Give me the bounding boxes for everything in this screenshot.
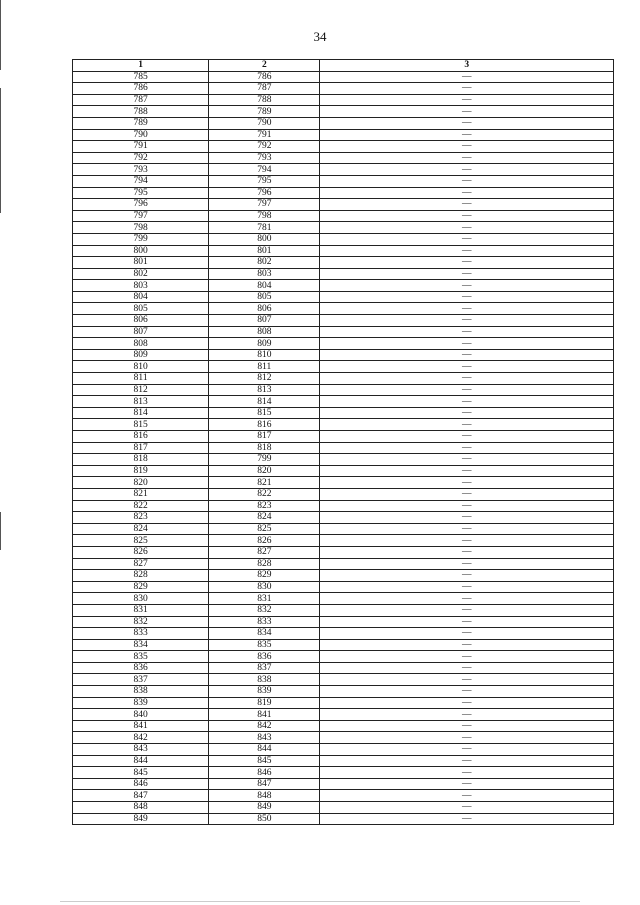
table-cell-col3: — [320, 651, 614, 663]
table-cell-col3: — [320, 488, 614, 500]
table-row [73, 581, 614, 593]
table-cell-col2: 814 [209, 396, 320, 408]
table-cell-col1: 843 [73, 744, 209, 756]
table-row [73, 674, 614, 686]
table-cell-col2: 803 [209, 268, 320, 280]
table-cell-col2: 842 [209, 720, 320, 732]
table-cell-col2: 827 [209, 546, 320, 558]
table-cell-col1: 816 [73, 431, 209, 443]
table-cell-col2: 837 [209, 662, 320, 674]
table-cell-col1: 821 [73, 488, 209, 500]
table-cell-col2: 834 [209, 628, 320, 640]
table-cell-col1: 808 [73, 338, 209, 350]
table-row [73, 802, 614, 814]
table-cell-col3: — [320, 744, 614, 756]
table-cell-col1: 818 [73, 454, 209, 466]
table-cell-col1: 813 [73, 396, 209, 408]
table-cell-col2: 846 [209, 767, 320, 779]
table-cell-col2: 804 [209, 280, 320, 292]
table-cell-col2: 820 [209, 465, 320, 477]
table-cell-col3: — [320, 349, 614, 361]
table-row [73, 373, 614, 385]
table-cell-col3: — [320, 303, 614, 315]
table-row [73, 744, 614, 756]
table-row [73, 778, 614, 790]
table-cell-col3: — [320, 361, 614, 373]
table-cell-col3: — [320, 732, 614, 744]
table-row [73, 813, 614, 825]
table-cell-col3: — [320, 454, 614, 466]
table-cell-col2: 835 [209, 639, 320, 651]
table-row [73, 639, 614, 651]
table-cell-col3: — [320, 755, 614, 767]
table-cell-col1: 812 [73, 384, 209, 396]
table-cell-col3: — [320, 546, 614, 558]
table-cell-col3: — [320, 570, 614, 582]
scan-edge-mark-low [0, 512, 1, 550]
table-cell-col1: 796 [73, 199, 209, 211]
table-row [73, 488, 614, 500]
table-cell-col2: 826 [209, 535, 320, 547]
table-cell-col2: 801 [209, 245, 320, 257]
table-cell-col2: 841 [209, 709, 320, 721]
table-cell-col3: — [320, 686, 614, 698]
table-cell-col3: — [320, 280, 614, 292]
table-cell-col3: — [320, 604, 614, 616]
table-cell-col3: — [320, 199, 614, 211]
table-cell-col2: 807 [209, 315, 320, 327]
table-row [73, 257, 614, 269]
table-row [73, 315, 614, 327]
table-row [73, 709, 614, 721]
table-cell-col1: 797 [73, 210, 209, 222]
table-cell-col1: 842 [73, 732, 209, 744]
table-cell-col1: 827 [73, 558, 209, 570]
table-cell-col1: 801 [73, 257, 209, 269]
table-cell-col2: 812 [209, 373, 320, 385]
table-cell-col2: 823 [209, 500, 320, 512]
scan-edge-mark-mid [0, 88, 1, 213]
table-cell-col1: 800 [73, 245, 209, 257]
table-row [73, 129, 614, 141]
table-cell-col2: 800 [209, 233, 320, 245]
table-cell-col2: 795 [209, 175, 320, 187]
table-row [73, 454, 614, 466]
table-cell-col1: 787 [73, 94, 209, 106]
table-cell-col2: 850 [209, 813, 320, 825]
table-cell-col1: 817 [73, 442, 209, 454]
table-cell-col1: 832 [73, 616, 209, 628]
table-cell-col2: 794 [209, 164, 320, 176]
table-cell-col2: 806 [209, 303, 320, 315]
table-cell-col1: 847 [73, 790, 209, 802]
table-cell-col3: — [320, 71, 614, 83]
table-cell-col1: 836 [73, 662, 209, 674]
table-row [73, 268, 614, 280]
table-cell-col1: 830 [73, 593, 209, 605]
table-row [73, 338, 614, 350]
table-row [73, 384, 614, 396]
table-row [73, 291, 614, 303]
table-cell-col3: — [320, 175, 614, 187]
table-cell-col2: 849 [209, 802, 320, 814]
table-row [73, 558, 614, 570]
table-cell-col1: 806 [73, 315, 209, 327]
table-row [73, 686, 614, 698]
table-cell-col1: 791 [73, 141, 209, 153]
column-header-1: 1 [73, 60, 209, 72]
table-cell-col2: 822 [209, 488, 320, 500]
table-row [73, 523, 614, 535]
table-row [73, 535, 614, 547]
table-row [73, 628, 614, 640]
table-cell-col1: 805 [73, 303, 209, 315]
table-row [73, 245, 614, 257]
table-cell-col2: 819 [209, 697, 320, 709]
table-row [73, 94, 614, 106]
table-cell-col2: 781 [209, 222, 320, 234]
table-row [73, 361, 614, 373]
table-cell-col1: 839 [73, 697, 209, 709]
table-cell-col2: 809 [209, 338, 320, 350]
table-row [73, 732, 614, 744]
table-cell-col2: 831 [209, 593, 320, 605]
table-cell-col3: — [320, 210, 614, 222]
table-cell-col1: 788 [73, 106, 209, 118]
table-row [73, 500, 614, 512]
table-cell-col1: 795 [73, 187, 209, 199]
page-bottom-rule [60, 901, 580, 902]
table-row [73, 546, 614, 558]
table-row [73, 465, 614, 477]
table-cell-col2: 843 [209, 732, 320, 744]
table-cell-col1: 809 [73, 349, 209, 361]
table-row [73, 767, 614, 779]
table-cell-col3: — [320, 523, 614, 535]
table-cell-col3: — [320, 94, 614, 106]
table-row [73, 141, 614, 153]
table-cell-col1: 794 [73, 175, 209, 187]
table-cell-col3: — [320, 616, 614, 628]
table-cell-col3: — [320, 697, 614, 709]
table-row [73, 175, 614, 187]
table-cell-col1: 846 [73, 778, 209, 790]
table-cell-col1: 826 [73, 546, 209, 558]
table-cell-col1: 848 [73, 802, 209, 814]
table-cell-col2: 791 [209, 129, 320, 141]
table-row [73, 755, 614, 767]
table-cell-col1: 825 [73, 535, 209, 547]
table-cell-col2: 817 [209, 431, 320, 443]
table-cell-col3: — [320, 778, 614, 790]
table-cell-col3: — [320, 141, 614, 153]
table-cell-col2: 808 [209, 326, 320, 338]
table-cell-col1: 844 [73, 755, 209, 767]
table-cell-col2: 847 [209, 778, 320, 790]
table-cell-col2: 845 [209, 755, 320, 767]
table-cell-col3: — [320, 222, 614, 234]
table-cell-col3: — [320, 558, 614, 570]
data-table [72, 59, 614, 825]
table-row [73, 303, 614, 315]
table-cell-col3: — [320, 373, 614, 385]
table-cell-col2: 805 [209, 291, 320, 303]
table-cell-col1: 810 [73, 361, 209, 373]
table-cell-col3: — [320, 407, 614, 419]
table-cell-col3: — [320, 117, 614, 129]
table-row [73, 570, 614, 582]
table-cell-col3: — [320, 802, 614, 814]
table-cell-col3: — [320, 233, 614, 245]
table-cell-col1: 840 [73, 709, 209, 721]
table-cell-col2: 793 [209, 152, 320, 164]
table-cell-col1: 802 [73, 268, 209, 280]
table-cell-col1: 845 [73, 767, 209, 779]
table-row [73, 512, 614, 524]
table-cell-col1: 838 [73, 686, 209, 698]
table-cell-col2: 786 [209, 71, 320, 83]
table-cell-col2: 832 [209, 604, 320, 616]
column-header-2: 2 [209, 60, 320, 72]
table-cell-col1: 792 [73, 152, 209, 164]
table-row [73, 697, 614, 709]
table-cell-col1: 814 [73, 407, 209, 419]
table-cell-col1: 829 [73, 581, 209, 593]
table-cell-col3: — [320, 662, 614, 674]
table-cell-col1: 833 [73, 628, 209, 640]
table-row [73, 280, 614, 292]
table-cell-col1: 798 [73, 222, 209, 234]
table-row [73, 442, 614, 454]
table-cell-col1: 790 [73, 129, 209, 141]
table-cell-col2: 798 [209, 210, 320, 222]
table-cell-col1: 799 [73, 233, 209, 245]
table-cell-col2: 824 [209, 512, 320, 524]
table-cell-col1: 785 [73, 71, 209, 83]
table-cell-col2: 799 [209, 454, 320, 466]
table-cell-col3: — [320, 581, 614, 593]
table-cell-col2: 836 [209, 651, 320, 663]
table-cell-col1: 824 [73, 523, 209, 535]
table-cell-col1: 803 [73, 280, 209, 292]
table-cell-col1: 828 [73, 570, 209, 582]
table-cell-col3: — [320, 384, 614, 396]
table-cell-col3: — [320, 129, 614, 141]
table-cell-col1: 820 [73, 477, 209, 489]
table-cell-col1: 786 [73, 83, 209, 95]
table-cell-col3: — [320, 338, 614, 350]
table-cell-col2: 816 [209, 419, 320, 431]
table-cell-col3: — [320, 628, 614, 640]
table-cell-col1: 834 [73, 639, 209, 651]
table-cell-col3: — [320, 396, 614, 408]
table-row [73, 616, 614, 628]
table-cell-col3: — [320, 164, 614, 176]
table-cell-col3: — [320, 720, 614, 732]
table-cell-col1: 822 [73, 500, 209, 512]
table-cell-col3: — [320, 187, 614, 199]
table-cell-col2: 797 [209, 199, 320, 211]
table-cell-col3: — [320, 813, 614, 825]
table-row [73, 396, 614, 408]
table-cell-col3: — [320, 431, 614, 443]
table-cell-col2: 818 [209, 442, 320, 454]
table-cell-col1: 831 [73, 604, 209, 616]
table-cell-col3: — [320, 326, 614, 338]
table-cell-col2: 787 [209, 83, 320, 95]
table-cell-col1: 837 [73, 674, 209, 686]
table-cell-col1: 815 [73, 419, 209, 431]
table-cell-col3: — [320, 419, 614, 431]
table-row [73, 720, 614, 732]
table-row [73, 222, 614, 234]
table-cell-col3: — [320, 106, 614, 118]
table-row [73, 233, 614, 245]
column-header-3: 3 [320, 60, 614, 72]
table-row [73, 152, 614, 164]
table-cell-col1: 804 [73, 291, 209, 303]
table-cell-col2: 833 [209, 616, 320, 628]
table-row [73, 477, 614, 489]
table-cell-col3: — [320, 767, 614, 779]
table-cell-col1: 807 [73, 326, 209, 338]
table-cell-col3: — [320, 245, 614, 257]
table-cell-col2: 838 [209, 674, 320, 686]
table-cell-col2: 830 [209, 581, 320, 593]
table-row [73, 790, 614, 802]
table-cell-col2: 788 [209, 94, 320, 106]
table-cell-col1: 793 [73, 164, 209, 176]
table-row [73, 83, 614, 95]
table-cell-col3: — [320, 593, 614, 605]
table-row [73, 651, 614, 663]
table-cell-col2: 844 [209, 744, 320, 756]
table-cell-col2: 811 [209, 361, 320, 373]
table-cell-col2: 813 [209, 384, 320, 396]
table-cell-col1: 835 [73, 651, 209, 663]
table-cell-col2: 839 [209, 686, 320, 698]
table-cell-col3: — [320, 257, 614, 269]
table-row [73, 199, 614, 211]
table-row [73, 326, 614, 338]
table-cell-col2: 821 [209, 477, 320, 489]
table-cell-col2: 815 [209, 407, 320, 419]
table-row [73, 187, 614, 199]
page-number: 34 [313, 29, 327, 44]
table-cell-col1: 823 [73, 512, 209, 524]
table-cell-col3: — [320, 639, 614, 651]
table-cell-col3: — [320, 315, 614, 327]
table-cell-col3: — [320, 709, 614, 721]
table-row [73, 349, 614, 361]
table-cell-col3: — [320, 83, 614, 95]
table-body [73, 71, 614, 825]
table-row [73, 164, 614, 176]
table-cell-col3: — [320, 291, 614, 303]
table-cell-col3: — [320, 152, 614, 164]
table-row [73, 593, 614, 605]
table-row [73, 407, 614, 419]
table-cell-col2: 810 [209, 349, 320, 361]
table-cell-col2: 825 [209, 523, 320, 535]
table-row [73, 117, 614, 129]
table-cell-col3: — [320, 512, 614, 524]
table-row [73, 662, 614, 674]
table-cell-col2: 848 [209, 790, 320, 802]
table-cell-col2: 802 [209, 257, 320, 269]
table-cell-col2: 828 [209, 558, 320, 570]
table-cell-col2: 829 [209, 570, 320, 582]
table-cell-col2: 790 [209, 117, 320, 129]
table-cell-col3: — [320, 500, 614, 512]
table-row [73, 604, 614, 616]
table-cell-col3: — [320, 477, 614, 489]
table-cell-col1: 841 [73, 720, 209, 732]
table-row [73, 210, 614, 222]
table-cell-col2: 792 [209, 141, 320, 153]
table-row [73, 431, 614, 443]
table-cell-col1: 819 [73, 465, 209, 477]
table-cell-col3: — [320, 465, 614, 477]
table-cell-col3: — [320, 268, 614, 280]
table-cell-col1: 849 [73, 813, 209, 825]
table-header-row [73, 60, 614, 72]
table-cell-col3: — [320, 674, 614, 686]
table-cell-col3: — [320, 535, 614, 547]
table-row [73, 106, 614, 118]
table-cell-col1: 789 [73, 117, 209, 129]
table-cell-col2: 796 [209, 187, 320, 199]
table-row [73, 71, 614, 83]
table-cell-col2: 789 [209, 106, 320, 118]
table-cell-col1: 811 [73, 373, 209, 385]
table-row [73, 419, 614, 431]
table-cell-col3: — [320, 442, 614, 454]
table-cell-col3: — [320, 790, 614, 802]
